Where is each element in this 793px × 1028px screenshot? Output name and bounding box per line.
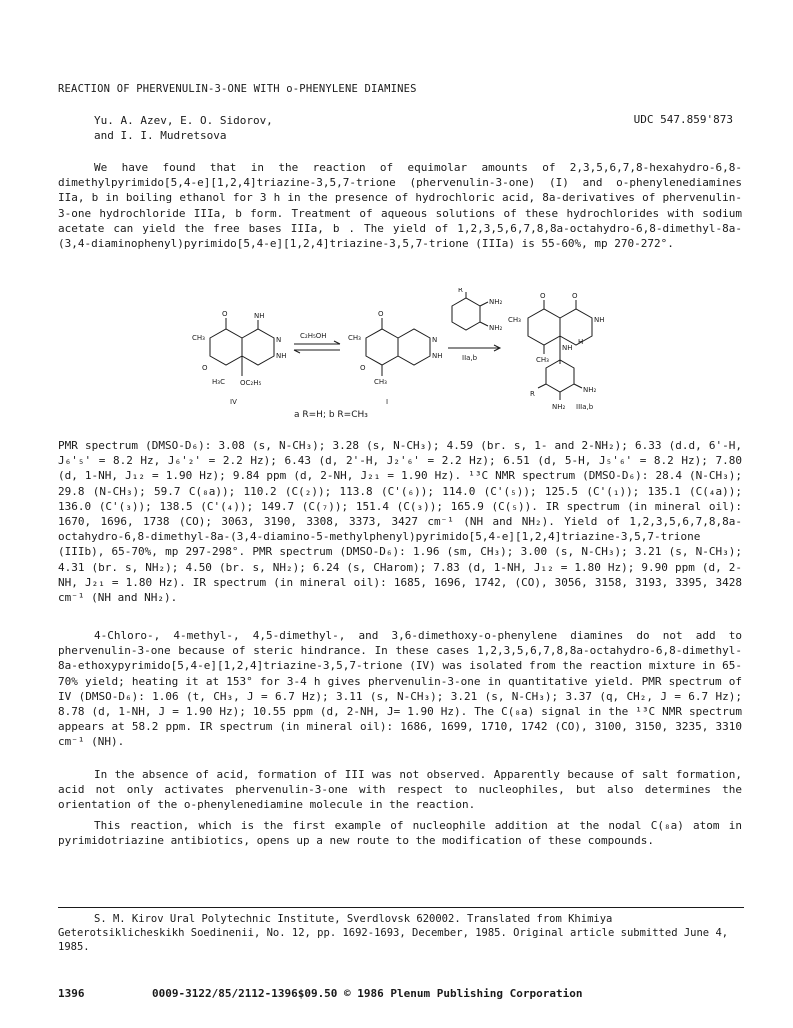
label-ch3-i-2: CH₃ [374, 378, 387, 386]
label-nh2-ii-2: NH₂ [489, 324, 503, 332]
structure-ii [452, 288, 503, 332]
label-reagent-ii: IIa,b [462, 354, 478, 362]
label-o-3: O [378, 310, 384, 318]
structure-iii [508, 292, 605, 411]
label-n-i: N [432, 336, 438, 344]
label-reagent-etoh: C₂H₅OH [300, 332, 327, 340]
label-compound-i: I [386, 398, 389, 406]
paragraph-acid: In the absence of acid, formation of III was not observed. Apparently because of salt formation, acid not only activates phervenulin-3-one with respect to nucleophiles, but also determines the orientation of the o-phenylenediamine molecule in the reaction. [58, 768, 742, 812]
page-number: 1396 [58, 987, 85, 1000]
authors-line-2: and I. I. Mudretsova [94, 129, 227, 142]
label-compound-iii: IIIa,b [576, 403, 594, 411]
paragraph-steric: 4-Chloro-, 4-methyl-, 4,5-dimethyl-, and 3,6-dimethoxy-o-phenylene diamines do not add to phervenulin-3-one because of steric hindrance. In these cases 1,2,3,5,6,7,8,8a-octahydro-6,8-dimethyl-8a-ethoxypyrimido[5,4-e][1,2,4]triazine-3,5,7-trione (IV) was isolated from the reaction mixture in 65-70% yield; heating it at 153° for 3-4 h gives phervenulin-3-one in quantitative yield. PMR spectrum of IV (DMSO-D₆): 1.06 (t, CH₃, J = 6.7 Hz); 3.11 (s, N-CH₃); 3.21 (s, N-CH₃); 3.37 (q, CH₂, J = 6.7 Hz); 8.78 (d, 1-NH, J = 1.90 Hz); 10.55 ppm (d, 2-NH, J= 1.90 Hz). The C(₈a) signal in the ¹³C NMR spectrum appears at 58.2 ppm. IR spectrum (in mineral oil): 1686, 1699, 1710, 1742 (CO), 3100, 3150, 3235, 3310 cm⁻¹ (NH). [58, 629, 742, 749]
label-nh-iii-1: NH [594, 316, 605, 324]
label-nh2-iii-1: NH₂ [583, 386, 597, 394]
label-r-iii: R [530, 390, 535, 398]
label-ch3-iii-2: CH₃ [536, 356, 549, 364]
authors-line-1: Yu. A. Azev, E. O. Sidorov, [94, 114, 273, 127]
label-o-2: O [202, 364, 208, 372]
label-nh2-iii-2: NH₂ [552, 403, 566, 411]
article-title: REACTION OF PHERVENULIN-3-ONE WITH o-PHENYLENE DIAMINES [58, 83, 417, 95]
copyright-line: 0009-3122/85/2112-1396$09.50 © 1986 Plenum Publishing Corporation [152, 987, 583, 1000]
label-nh-i: NH [432, 352, 443, 360]
label-ch3-iii: CH₃ [508, 316, 521, 324]
reaction-scheme [190, 288, 630, 428]
structure-iv [192, 310, 287, 406]
label-h-iii: H [578, 338, 584, 346]
scheme-caption: a R=H; b R=CH₃ [294, 410, 368, 420]
label-oc2h5: OC₂H₅ [240, 379, 262, 387]
forward-arrow [448, 345, 500, 362]
label-ch3-iv: CH₃ [192, 334, 205, 342]
footnote: S. M. Kirov Ural Polytechnic Institute, Sverdlovsk 620002. Translated from Khimiya Geterotsiklicheskikh Soedinenii, No. 12, pp. 1692-1693, December, 1985. Original article submitted June 4, 1985. [58, 913, 729, 953]
udc-code: UDC 547.859'873 [633, 113, 733, 126]
paragraph-spectra: PMR spectrum (DMSO-D₆): 3.08 (s, N-CH₃); 3.28 (s, N-CH₃); 4.59 (br. s, 1- and 2-NH₂); 6.33 (d.d, 6'-H, J₆'₅' = 8.2 Hz, J₆'₂' = 2.2 Hz); 6.43 (d, 2'-H, J₂'₆' = 2.2 Hz); 6.51 (d, 5-H, J₅'₆' = 8.2 Hz); 7.80 (d, 1-NH, J₁₂ = 1.90 Hz); 9.84 ppm (d, 2-NH, J₂₁ = 1.90 Hz). ¹³C NMR spectrum (DMSO-D₆): 28.4 (N-CH₃); 29.8 (N-CH₃); 59.7 C(₈a)); 110.2 (C(₂)); 113.8 (C'(₆)); 114.0 (C'(₅)); 125.5 (C'(₁)); 135.1 (C(₄a)); 136.0 (C'(₃)); 138.5 (C'(₄)); 149.7 (C(₇)); 151.4 (C(₃)); 165.9 (C(₅)). IR spectrum (in mineral oil): 1670, 1696, 1738 (CO); 3063, 3190, 3308, 3373, 3427 cm⁻¹ (NH and NH₂). Yield of 1,2,3,5,6,7,8,8a-octahydro-6,8-dimethyl-8a-(3,4-diamino-5-methylphenyl)pyrimido[5,4-e][1,2,4]triazine-3,5,7-trione (IIIb), 65-70%, mp 297-298°. PMR spectrum (DMSO-D₆): 1.96 (sm, CH₃); 3.00 (s, N-CH₃); 3.21 (s, N-CH₃); 4.31 (br. s, NH₂); 4.50 (br. s, NH₂); 6.24 (s, CHarom); 7.83 (d, 1-NH, J₁₂ = 1.80 Hz); 9.90 ppm (d, 2-NH, J₂₁ = 1.80 Hz). IR spectrum (in mineral oil): 1685, 1696, 1742, (CO), 3056, 3158, 3193, 3395, 3428 cm⁻¹ (NH and NH₂). [58, 439, 742, 605]
label-nh-iv: NH [254, 312, 265, 320]
label-o-5: O [540, 292, 546, 300]
label-nh-iii-2: NH [562, 344, 573, 352]
label-h3c-iv: H₃C [212, 378, 225, 386]
label-nh-iv-2: NH [276, 352, 287, 360]
label-nh2-ii-1: NH₂ [489, 298, 503, 306]
label-r-ii: R [458, 288, 463, 294]
author-block [94, 113, 273, 143]
paragraph-intro: We have found that in the reaction of equimolar amounts of 2,3,5,6,7,8-hexahydro-6,8-dimethylpyrimido[5,4-e][1,2,4]triazine-3,5,7-trione (phervenulin-3-one) (I) and o-phenylenediamines IIa, b in boiling ethanol for 3 h in the presence of hydrochloric acid, 8a-derivatives of phervenulin-3-one hydrochloride IIIa, b form. Treatment of aqueous solutions of these hydrochlorides with sodium acetate can yield the free bases IIIa, b . The yield of 1,2,3,5,6,7,8,8a-octahydro-6,8-dimethyl-8a-(3,4-diaminophenyl)pyrimido[5,4-e][1,2,4]triazine-3,5,7-trione (IIIa) is 55-60%, mp 270-272°. [58, 161, 742, 251]
reversible-arrow [294, 332, 340, 353]
label-o-1: O [222, 310, 228, 318]
structure-i [348, 310, 443, 406]
label-ch3-i: CH₃ [348, 334, 361, 342]
label-compound-iv: IV [230, 398, 237, 406]
label-o-4: O [360, 364, 366, 372]
label-n-iv: N [276, 336, 282, 344]
label-o-6: O [572, 292, 578, 300]
footnote-divider [58, 907, 744, 908]
paragraph-conclusion: This reaction, which is the first example of nucleophile addition at the nodal C(₈a) atom in pyrimidotriazine antibiotics, opens up a new route to the modification of these compounds. [58, 819, 742, 848]
